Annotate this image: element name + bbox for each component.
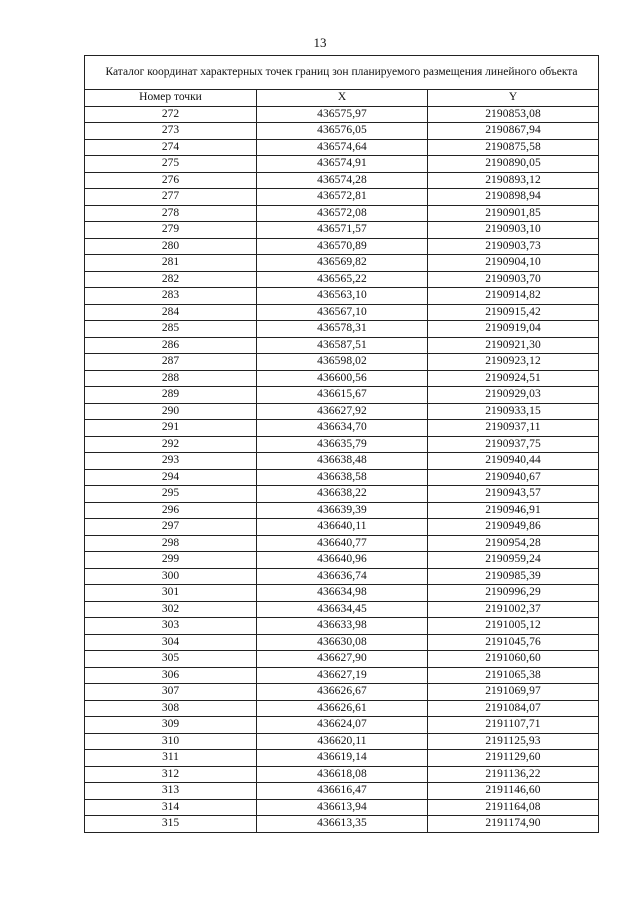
y-coordinate-cell: 2190890,05 (428, 156, 599, 173)
table-row (85, 816, 599, 833)
point-number-cell: 289 (85, 387, 257, 404)
y-coordinate-cell: 2190853,08 (428, 106, 599, 123)
y-coordinate-cell: 2191129,60 (428, 750, 599, 767)
table-row (85, 238, 599, 255)
point-number-cell: 310 (85, 733, 257, 750)
page-number: 13 (313, 35, 327, 50)
y-coordinate-cell: 2190903,10 (428, 222, 599, 239)
table-row (85, 700, 599, 717)
point-number-cell: 284 (85, 304, 257, 321)
point-number-cell: 282 (85, 271, 257, 288)
point-number-cell: 300 (85, 568, 257, 585)
y-coordinate-cell: 2191125,93 (428, 733, 599, 750)
table-row (85, 337, 599, 354)
y-coordinate-cell: 2191107,71 (428, 717, 599, 734)
header-point-number: Номер точки (85, 90, 257, 107)
point-number-cell: 288 (85, 370, 257, 387)
table-row (85, 618, 599, 635)
y-coordinate-cell: 2191005,12 (428, 618, 599, 635)
table-row (85, 568, 599, 585)
y-coordinate-cell: 2190937,11 (428, 420, 599, 437)
caption-row (85, 56, 599, 90)
y-coordinate-cell: 2190898,94 (428, 189, 599, 206)
table-row (85, 552, 599, 569)
table-row (85, 304, 599, 321)
table-row (85, 387, 599, 404)
point-number-cell: 278 (85, 205, 257, 222)
x-coordinate-cell: 436572,08 (257, 205, 428, 222)
y-coordinate-cell: 2190937,75 (428, 436, 599, 453)
point-number-cell: 283 (85, 288, 257, 305)
table-row (85, 750, 599, 767)
table-row (85, 156, 599, 173)
x-coordinate-cell: 436636,74 (257, 568, 428, 585)
y-coordinate-cell: 2190903,70 (428, 271, 599, 288)
point-number-cell: 298 (85, 535, 257, 552)
table-row (85, 255, 599, 272)
y-coordinate-cell: 2190923,12 (428, 354, 599, 371)
point-number-cell: 307 (85, 684, 257, 701)
x-coordinate-cell: 436630,08 (257, 634, 428, 651)
y-coordinate-cell: 2190919,04 (428, 321, 599, 338)
point-number-cell: 313 (85, 783, 257, 800)
point-number-cell: 286 (85, 337, 257, 354)
x-coordinate-cell: 436640,96 (257, 552, 428, 569)
table-row (85, 799, 599, 816)
x-coordinate-cell: 436620,11 (257, 733, 428, 750)
table-row (85, 172, 599, 189)
x-coordinate-cell: 436567,10 (257, 304, 428, 321)
x-coordinate-cell: 436619,14 (257, 750, 428, 767)
y-coordinate-cell: 2190914,82 (428, 288, 599, 305)
point-number-cell: 311 (85, 750, 257, 767)
table-row (85, 106, 599, 123)
point-number-cell: 315 (85, 816, 257, 833)
coordinates-table-container (84, 55, 598, 833)
table-row (85, 436, 599, 453)
table-row (85, 288, 599, 305)
point-number-cell: 297 (85, 519, 257, 536)
y-coordinate-cell: 2191060,60 (428, 651, 599, 668)
x-coordinate-cell: 436624,07 (257, 717, 428, 734)
x-coordinate-cell: 436640,77 (257, 535, 428, 552)
point-number-cell: 291 (85, 420, 257, 437)
point-number-cell: 287 (85, 354, 257, 371)
x-coordinate-cell: 436570,89 (257, 238, 428, 255)
y-coordinate-cell: 2190946,91 (428, 502, 599, 519)
x-coordinate-cell: 436574,91 (257, 156, 428, 173)
x-coordinate-cell: 436575,97 (257, 106, 428, 123)
y-coordinate-cell: 2191174,90 (428, 816, 599, 833)
table-row (85, 271, 599, 288)
x-coordinate-cell: 436634,98 (257, 585, 428, 602)
table-row (85, 601, 599, 618)
table-caption: Каталог координат характерных точек границ зон планируемого размещения линейного объекта (85, 56, 599, 90)
point-number-cell: 303 (85, 618, 257, 635)
x-coordinate-cell: 436634,45 (257, 601, 428, 618)
x-coordinate-cell: 436615,67 (257, 387, 428, 404)
y-coordinate-cell: 2191002,37 (428, 601, 599, 618)
y-coordinate-cell: 2190949,86 (428, 519, 599, 536)
y-coordinate-cell: 2191146,60 (428, 783, 599, 800)
y-coordinate-cell: 2190867,94 (428, 123, 599, 140)
table-row (85, 453, 599, 470)
x-coordinate-cell: 436639,39 (257, 502, 428, 519)
point-number-cell: 305 (85, 651, 257, 668)
table-row (85, 651, 599, 668)
x-coordinate-cell: 436616,47 (257, 783, 428, 800)
y-coordinate-cell: 2190959,24 (428, 552, 599, 569)
y-coordinate-cell: 2190940,67 (428, 469, 599, 486)
x-coordinate-cell: 436635,79 (257, 436, 428, 453)
table-row (85, 139, 599, 156)
point-number-cell: 304 (85, 634, 257, 651)
y-coordinate-cell: 2191164,08 (428, 799, 599, 816)
y-coordinate-cell: 2190940,44 (428, 453, 599, 470)
x-coordinate-cell: 436638,48 (257, 453, 428, 470)
table-row (85, 535, 599, 552)
table-row (85, 403, 599, 420)
y-coordinate-cell: 2190901,85 (428, 205, 599, 222)
y-coordinate-cell: 2191136,22 (428, 766, 599, 783)
table-row (85, 717, 599, 734)
point-number-cell: 273 (85, 123, 257, 140)
x-coordinate-cell: 436638,22 (257, 486, 428, 503)
point-number-cell: 295 (85, 486, 257, 503)
point-number-cell: 285 (85, 321, 257, 338)
x-coordinate-cell: 436627,92 (257, 403, 428, 420)
point-number-cell: 293 (85, 453, 257, 470)
point-number-cell: 308 (85, 700, 257, 717)
x-coordinate-cell: 436587,51 (257, 337, 428, 354)
point-number-cell: 312 (85, 766, 257, 783)
x-coordinate-cell: 436569,82 (257, 255, 428, 272)
y-coordinate-cell: 2190921,30 (428, 337, 599, 354)
table-row (85, 486, 599, 503)
point-number-cell: 301 (85, 585, 257, 602)
x-coordinate-cell: 436627,19 (257, 667, 428, 684)
table-row (85, 634, 599, 651)
y-coordinate-cell: 2190929,03 (428, 387, 599, 404)
y-coordinate-cell: 2190933,15 (428, 403, 599, 420)
x-coordinate-cell: 436627,90 (257, 651, 428, 668)
y-coordinate-cell: 2190915,42 (428, 304, 599, 321)
y-coordinate-cell: 2190904,10 (428, 255, 599, 272)
table-row (85, 667, 599, 684)
point-number-cell: 275 (85, 156, 257, 173)
table-row (85, 354, 599, 371)
header-x: X (257, 90, 428, 107)
table-row (85, 370, 599, 387)
table-row (85, 519, 599, 536)
x-coordinate-cell: 436626,67 (257, 684, 428, 701)
table-row (85, 222, 599, 239)
point-number-cell: 279 (85, 222, 257, 239)
header-y: Y (428, 90, 599, 107)
y-coordinate-cell: 2191084,07 (428, 700, 599, 717)
header-row (85, 90, 599, 107)
table-row (85, 420, 599, 437)
point-number-cell: 306 (85, 667, 257, 684)
y-coordinate-cell: 2191065,38 (428, 667, 599, 684)
x-coordinate-cell: 436598,02 (257, 354, 428, 371)
point-number-cell: 299 (85, 552, 257, 569)
table-row (85, 502, 599, 519)
y-coordinate-cell: 2191069,97 (428, 684, 599, 701)
point-number-cell: 272 (85, 106, 257, 123)
y-coordinate-cell: 2190954,28 (428, 535, 599, 552)
y-coordinate-cell: 2190924,51 (428, 370, 599, 387)
x-coordinate-cell: 436565,22 (257, 271, 428, 288)
point-number-cell: 274 (85, 139, 257, 156)
x-coordinate-cell: 436613,94 (257, 799, 428, 816)
x-coordinate-cell: 436574,28 (257, 172, 428, 189)
y-coordinate-cell: 2190985,39 (428, 568, 599, 585)
table-body (85, 106, 599, 832)
x-coordinate-cell: 436600,56 (257, 370, 428, 387)
point-number-cell: 292 (85, 436, 257, 453)
point-number-cell: 290 (85, 403, 257, 420)
x-coordinate-cell: 436633,98 (257, 618, 428, 635)
x-coordinate-cell: 436640,11 (257, 519, 428, 536)
x-coordinate-cell: 436638,58 (257, 469, 428, 486)
y-coordinate-cell: 2191045,76 (428, 634, 599, 651)
y-coordinate-cell: 2190996,29 (428, 585, 599, 602)
coordinates-table (84, 55, 599, 833)
y-coordinate-cell: 2190943,57 (428, 486, 599, 503)
table-row (85, 123, 599, 140)
table-row (85, 205, 599, 222)
point-number-cell: 296 (85, 502, 257, 519)
x-coordinate-cell: 436626,61 (257, 700, 428, 717)
x-coordinate-cell: 436563,10 (257, 288, 428, 305)
y-coordinate-cell: 2190893,12 (428, 172, 599, 189)
x-coordinate-cell: 436576,05 (257, 123, 428, 140)
x-coordinate-cell: 436571,57 (257, 222, 428, 239)
x-coordinate-cell: 436574,64 (257, 139, 428, 156)
x-coordinate-cell: 436578,31 (257, 321, 428, 338)
point-number-cell: 276 (85, 172, 257, 189)
table-row (85, 766, 599, 783)
table-row (85, 783, 599, 800)
y-coordinate-cell: 2190875,58 (428, 139, 599, 156)
point-number-cell: 280 (85, 238, 257, 255)
point-number-cell: 277 (85, 189, 257, 206)
x-coordinate-cell: 436634,70 (257, 420, 428, 437)
table-row (85, 189, 599, 206)
point-number-cell: 309 (85, 717, 257, 734)
x-coordinate-cell: 436618,08 (257, 766, 428, 783)
x-coordinate-cell: 436613,35 (257, 816, 428, 833)
table-row (85, 733, 599, 750)
point-number-cell: 314 (85, 799, 257, 816)
table-row (85, 684, 599, 701)
point-number-cell: 302 (85, 601, 257, 618)
x-coordinate-cell: 436572,81 (257, 189, 428, 206)
table-row (85, 469, 599, 486)
point-number-cell: 281 (85, 255, 257, 272)
table-row (85, 585, 599, 602)
point-number-cell: 294 (85, 469, 257, 486)
table-row (85, 321, 599, 338)
y-coordinate-cell: 2190903,73 (428, 238, 599, 255)
